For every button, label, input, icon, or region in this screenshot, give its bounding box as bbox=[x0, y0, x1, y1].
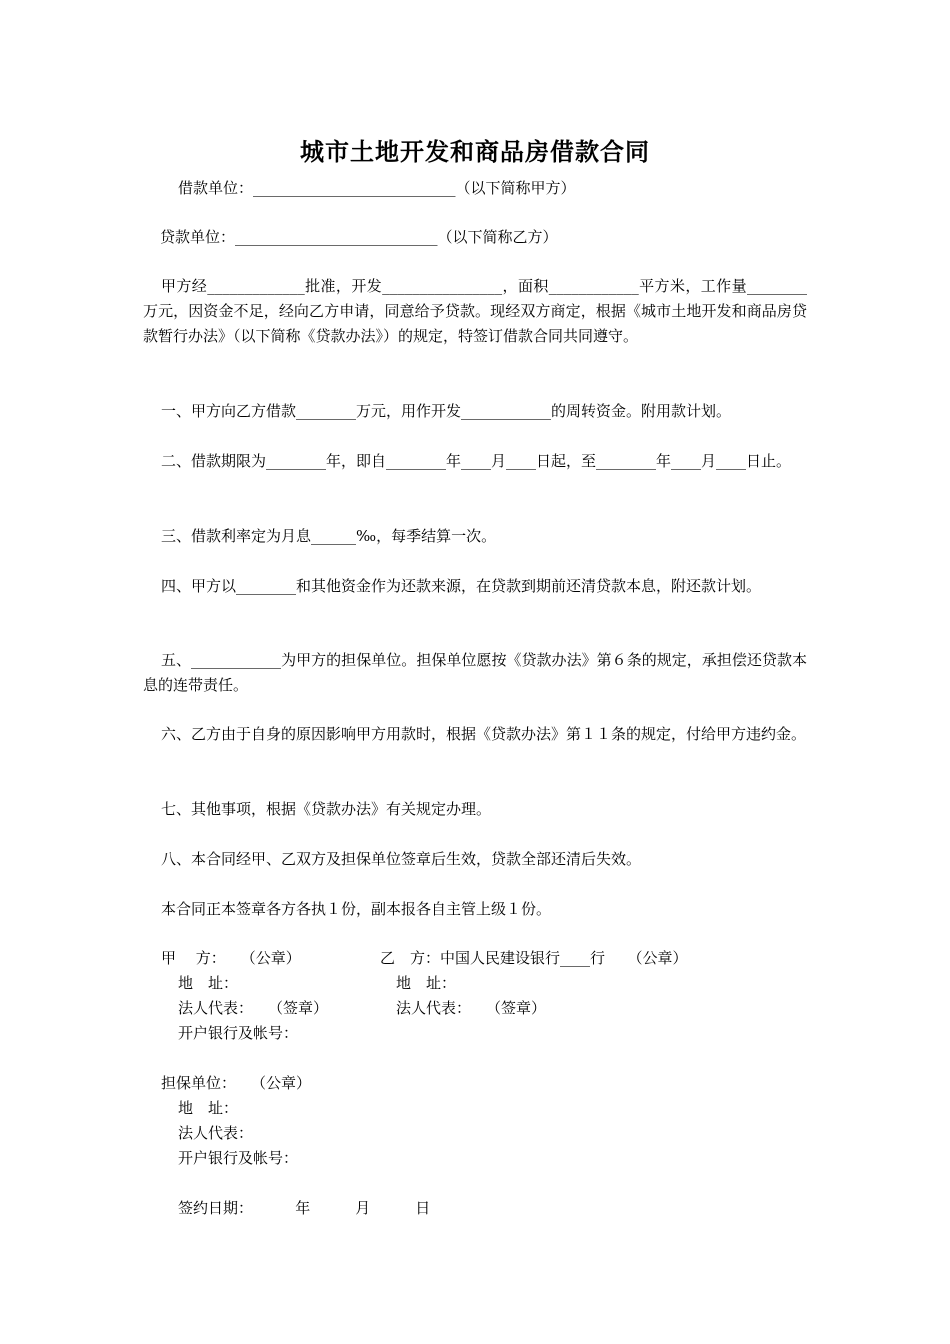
lender-line: 贷款单位：___________________________（以下简称乙方） bbox=[160, 228, 558, 246]
guarantor-representative: 法人代表： bbox=[178, 1124, 254, 1142]
party-a-address: 地 址： bbox=[178, 974, 239, 992]
intro-paragraph: 甲方经_____________批准，开发________________，面积____________平方米，工作量________万元，因资金不足，经向乙方申请，同意给予贷款。现经双方商定，根据《城市土地开发和商品房贷款暂行办法》（以下简称《贷款办法》）的规定，特签订借款合同共同遵守。 bbox=[143, 277, 807, 345]
clause-1: 一、甲方向乙方借款________万元，用作开发____________的周转资金。附用款计划。 bbox=[161, 402, 732, 420]
clause-4: 四、甲方以________和其他资金作为还款来源，在贷款到期前还清贷款本息，附还款计划。 bbox=[161, 577, 762, 595]
guarantor-label: 担保单位： （公章） bbox=[161, 1074, 312, 1092]
clause-5: 五、____________为甲方的担保单位。担保单位愿按《贷款办法》第６条的规定，承担偿还贷款本息的连带责任。 bbox=[143, 651, 807, 694]
copies-clause: 本合同正本签章各方各执１份，副本报各自主管上级１份。 bbox=[161, 900, 552, 918]
guarantor-bank-account: 开户银行及帐号： bbox=[178, 1149, 299, 1167]
signing-date: 签约日期： 年 月 日 bbox=[178, 1199, 431, 1217]
party-a-bank-account: 开户银行及帐号： bbox=[178, 1024, 299, 1042]
clause-8: 八、本合同经甲、乙双方及担保单位签章后生效，贷款全部还清后失效。 bbox=[161, 850, 642, 868]
document-title: 城市土地开发和商品房借款合同 bbox=[300, 137, 650, 166]
party-a-label: 甲 方： （公章） bbox=[161, 949, 301, 967]
borrower-line: 借款单位：___________________________（以下简称甲方） bbox=[178, 179, 576, 197]
party-b-label: 乙 方：中国人民建设银行____行 （公章） bbox=[380, 949, 688, 967]
clause-6: 六、乙方由于自身的原因影响甲方用款时，根据《贷款办法》第１１条的规定，付给甲方违约金。 bbox=[161, 725, 807, 743]
clause-2: 二、借款期限为________年，即自________年____月____日起，至________年____月____日止。 bbox=[161, 452, 792, 470]
party-b-representative: 法人代表： （签章） bbox=[396, 999, 547, 1017]
clause-7: 七、其他事项，根据《贷款办法》有关规定办理。 bbox=[161, 800, 492, 818]
guarantor-address: 地 址： bbox=[178, 1099, 239, 1117]
clause-3: 三、借款利率定为月息______‰，每季结算一次。 bbox=[161, 527, 497, 545]
party-a-representative: 法人代表： （签章） bbox=[178, 999, 329, 1017]
party-b-address: 地 址： bbox=[396, 974, 457, 992]
